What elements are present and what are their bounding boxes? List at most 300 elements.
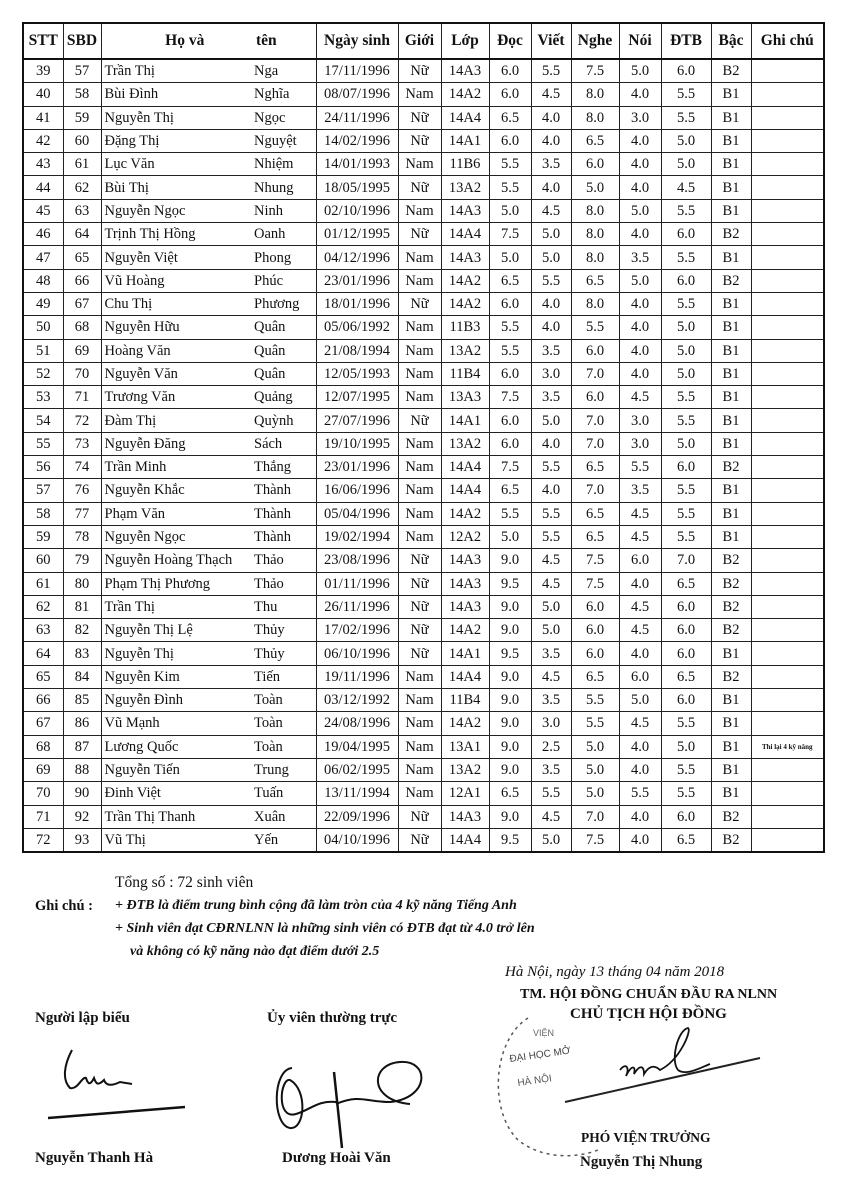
cell-ten: Quân (248, 316, 316, 339)
chair-signature-icon (560, 1020, 820, 1110)
cell-dtb: 6.5 (661, 665, 711, 688)
cell-noi: 4.5 (619, 595, 661, 618)
cell-gioi: Nữ (398, 176, 441, 199)
cell-ho: Đặng Thị (101, 129, 248, 152)
cell-bac: B2 (711, 269, 751, 292)
cell-gioi: Nam (398, 199, 441, 222)
table-row (23, 479, 824, 502)
cell-nghe: 6.0 (571, 339, 619, 362)
date-line: Hà Nội, ngày 13 tháng 04 năm 2018 (505, 964, 725, 980)
cell-bac: B1 (711, 339, 751, 362)
cell-bac: B2 (711, 456, 751, 479)
cell-doc: 6.0 (489, 59, 531, 83)
cell-ngay-sinh: 04/10/1996 (316, 828, 398, 852)
cell-bac: B1 (711, 712, 751, 735)
cell-bac: B1 (711, 362, 751, 385)
cell-ngay-sinh: 08/07/1996 (316, 83, 398, 106)
cell-dtb: 5.0 (661, 153, 711, 176)
cell-noi: 4.0 (619, 129, 661, 152)
cell-viet: 4.0 (531, 316, 571, 339)
cell-ten: Trung (248, 758, 316, 781)
cell-nghe: 8.0 (571, 106, 619, 129)
table-row (23, 805, 824, 828)
cell-ho: Hoàng Văn (101, 339, 248, 362)
cell-nghe: 6.0 (571, 153, 619, 176)
cell-ngay-sinh: 03/12/1992 (316, 689, 398, 712)
cell-bac: B1 (711, 176, 751, 199)
cell-nghe: 6.5 (571, 525, 619, 548)
cell-viet: 4.0 (531, 479, 571, 502)
chair-org: TM. HỘI ĐỒNG CHUẨN ĐẦU RA NLNN (520, 987, 778, 1002)
cell-lop: 14A4 (441, 456, 489, 479)
cell-sbd: 77 (63, 502, 101, 525)
cell-stt: 48 (23, 269, 63, 292)
cell-noi: 4.0 (619, 83, 661, 106)
cell-nghe: 6.0 (571, 386, 619, 409)
cell-ghi-chu (751, 106, 824, 129)
cell-stt: 43 (23, 153, 63, 176)
cell-ngay-sinh: 23/01/1996 (316, 456, 398, 479)
cell-ten: Quỳnh (248, 409, 316, 432)
note-line-3: và không có kỹ năng nào đạt điểm dưới 2.5 (130, 944, 380, 959)
cell-dtb: 6.5 (661, 572, 711, 595)
table-row (23, 199, 824, 222)
cell-sbd: 93 (63, 828, 101, 852)
cell-viet: 4.0 (531, 432, 571, 455)
cell-sbd: 60 (63, 129, 101, 152)
cell-viet: 5.0 (531, 828, 571, 852)
cell-stt: 64 (23, 642, 63, 665)
cell-nghe: 5.5 (571, 689, 619, 712)
cell-lop: 14A4 (441, 223, 489, 246)
cell-sbd: 80 (63, 572, 101, 595)
cell-ho: Nguyễn Đăng (101, 432, 248, 455)
cell-noi: 4.0 (619, 758, 661, 781)
cell-lop: 14A1 (441, 642, 489, 665)
cell-dtb: 6.0 (661, 59, 711, 83)
cell-noi: 4.5 (619, 712, 661, 735)
cell-sbd: 70 (63, 362, 101, 385)
table-row (23, 735, 824, 758)
cell-ten: Nga (248, 59, 316, 83)
cell-ho: Đinh Việt (101, 782, 248, 805)
cell-viet: 5.5 (531, 502, 571, 525)
cell-ghi-chu (751, 176, 824, 199)
cell-gioi: Nam (398, 316, 441, 339)
cell-lop: 13A2 (441, 176, 489, 199)
chair-name: Nguyễn Thị Nhung (580, 1154, 703, 1170)
cell-gioi: Nam (398, 432, 441, 455)
cell-stt: 65 (23, 665, 63, 688)
cell-stt: 42 (23, 129, 63, 152)
cell-viet: 4.0 (531, 292, 571, 315)
cell-lop: 14A3 (441, 595, 489, 618)
cell-doc: 5.0 (489, 199, 531, 222)
cell-ho: Nguyễn Tiến (101, 758, 248, 781)
cell-dtb: 5.5 (661, 386, 711, 409)
cell-nghe: 8.0 (571, 199, 619, 222)
member-signature-icon (270, 1050, 440, 1150)
cell-stt: 52 (23, 362, 63, 385)
table-row (23, 339, 824, 362)
cell-ho: Nguyễn Văn (101, 362, 248, 385)
cell-gioi: Nam (398, 525, 441, 548)
cell-ten: Thủy (248, 642, 316, 665)
cell-ho: Chu Thị (101, 292, 248, 315)
cell-viet: 3.5 (531, 153, 571, 176)
cell-ngay-sinh: 12/05/1993 (316, 362, 398, 385)
cell-ten: Quảng (248, 386, 316, 409)
cell-doc: 6.5 (489, 479, 531, 502)
cell-ten: Phương (248, 292, 316, 315)
cell-doc: 9.0 (489, 712, 531, 735)
cell-doc: 6.5 (489, 269, 531, 292)
cell-ngay-sinh: 23/08/1996 (316, 549, 398, 572)
cell-doc: 7.5 (489, 386, 531, 409)
cell-lop: 14A2 (441, 619, 489, 642)
preparer-title: Người lập biểu (35, 1010, 130, 1026)
cell-ho: Vũ Hoàng (101, 269, 248, 292)
cell-bac: B2 (711, 805, 751, 828)
cell-ho: Nguyễn Thị Lệ (101, 619, 248, 642)
cell-bac: B1 (711, 782, 751, 805)
cell-dtb: 5.5 (661, 758, 711, 781)
cell-noi: 6.0 (619, 665, 661, 688)
cell-ghi-chu (751, 269, 824, 292)
cell-gioi: Nam (398, 758, 441, 781)
cell-ngay-sinh: 19/11/1996 (316, 665, 398, 688)
header-viet: Viết (531, 23, 571, 59)
cell-bac: B2 (711, 595, 751, 618)
header-sbd: SBD (63, 23, 101, 59)
notes-label: Ghi chú : (35, 898, 94, 914)
cell-ten: Quân (248, 339, 316, 362)
cell-noi: 5.5 (619, 456, 661, 479)
cell-gioi: Nữ (398, 619, 441, 642)
cell-viet: 4.5 (531, 549, 571, 572)
cell-stt: 55 (23, 432, 63, 455)
header-bac: Bậc (711, 23, 751, 59)
cell-ngay-sinh: 16/06/1996 (316, 479, 398, 502)
cell-nghe: 5.0 (571, 782, 619, 805)
cell-sbd: 59 (63, 106, 101, 129)
cell-viet: 5.0 (531, 619, 571, 642)
header-ngay-sinh: Ngày sinh (316, 23, 398, 59)
cell-dtb: 6.0 (661, 689, 711, 712)
table-row (23, 502, 824, 525)
cell-ngay-sinh: 05/06/1992 (316, 316, 398, 339)
cell-ghi-chu (751, 223, 824, 246)
cell-stt: 59 (23, 525, 63, 548)
cell-ten: Thảo (248, 549, 316, 572)
cell-ghi-chu (751, 665, 824, 688)
cell-noi: 5.5 (619, 782, 661, 805)
cell-viet: 5.0 (531, 595, 571, 618)
table-row (23, 129, 824, 152)
cell-noi: 4.0 (619, 339, 661, 362)
cell-noi: 4.5 (619, 525, 661, 548)
cell-ho: Nguyễn Ngọc (101, 199, 248, 222)
cell-ho: Vũ Thị (101, 828, 248, 852)
cell-viet: 5.5 (531, 59, 571, 83)
cell-noi: 5.0 (619, 59, 661, 83)
header-dtb: ĐTB (661, 23, 711, 59)
table-row (23, 595, 824, 618)
cell-sbd: 68 (63, 316, 101, 339)
cell-doc: 9.0 (489, 758, 531, 781)
cell-bac: B1 (711, 292, 751, 315)
cell-nghe: 7.5 (571, 549, 619, 572)
cell-gioi: Nam (398, 689, 441, 712)
cell-doc: 9.5 (489, 572, 531, 595)
cell-viet: 4.5 (531, 805, 571, 828)
cell-sbd: 83 (63, 642, 101, 665)
table-row (23, 619, 824, 642)
cell-ghi-chu (751, 642, 824, 665)
cell-stt: 67 (23, 712, 63, 735)
cell-ghi-chu (751, 758, 824, 781)
cell-bac: B1 (711, 199, 751, 222)
cell-gioi: Nữ (398, 642, 441, 665)
cell-doc: 6.0 (489, 83, 531, 106)
cell-viet: 5.5 (531, 525, 571, 548)
cell-stt: 45 (23, 199, 63, 222)
cell-ten: Thảo (248, 572, 316, 595)
cell-ngay-sinh: 05/04/1996 (316, 502, 398, 525)
cell-lop: 14A2 (441, 83, 489, 106)
cell-doc: 9.0 (489, 735, 531, 758)
cell-dtb: 5.5 (661, 106, 711, 129)
cell-ghi-chu (751, 619, 824, 642)
cell-dtb: 5.0 (661, 432, 711, 455)
header-ghi-chu: Ghi chú (751, 23, 824, 59)
cell-bac: B1 (711, 642, 751, 665)
cell-doc: 6.5 (489, 106, 531, 129)
cell-sbd: 81 (63, 595, 101, 618)
total-count: Tổng số : 72 sinh viên (115, 874, 254, 891)
cell-doc: 9.0 (489, 689, 531, 712)
cell-ten: Thắng (248, 456, 316, 479)
cell-sbd: 67 (63, 292, 101, 315)
cell-ghi-chu (751, 805, 824, 828)
cell-gioi: Nam (398, 386, 441, 409)
cell-lop: 13A1 (441, 735, 489, 758)
cell-gioi: Nam (398, 153, 441, 176)
cell-nghe: 6.0 (571, 619, 619, 642)
cell-sbd: 66 (63, 269, 101, 292)
table-row (23, 456, 824, 479)
cell-stt: 39 (23, 59, 63, 83)
cell-bac: B2 (711, 665, 751, 688)
header-gioi: Giới (398, 23, 441, 59)
cell-doc: 9.0 (489, 805, 531, 828)
cell-ten: Thu (248, 595, 316, 618)
cell-stt: 66 (23, 689, 63, 712)
table-row (23, 223, 824, 246)
header-lop: Lớp (441, 23, 489, 59)
cell-doc: 9.0 (489, 619, 531, 642)
cell-noi: 4.0 (619, 176, 661, 199)
cell-dtb: 7.0 (661, 549, 711, 572)
cell-ngay-sinh: 19/02/1994 (316, 525, 398, 548)
cell-stt: 70 (23, 782, 63, 805)
cell-lop: 13A2 (441, 339, 489, 362)
cell-lop: 14A2 (441, 292, 489, 315)
cell-ten: Quân (248, 362, 316, 385)
cell-ho: Bùi Thị (101, 176, 248, 199)
cell-ho: Trần Thị (101, 59, 248, 83)
chair-position: PHÓ VIỆN TRƯỞNG (581, 1130, 711, 1145)
cell-sbd: 90 (63, 782, 101, 805)
cell-ngay-sinh: 12/07/1995 (316, 386, 398, 409)
cell-gioi: Nữ (398, 106, 441, 129)
cell-ngay-sinh: 24/11/1996 (316, 106, 398, 129)
cell-lop: 14A3 (441, 572, 489, 595)
cell-ghi-chu (751, 572, 824, 595)
cell-gioi: Nam (398, 246, 441, 269)
cell-stt: 51 (23, 339, 63, 362)
table-row (23, 572, 824, 595)
cell-ghi-chu (751, 59, 824, 83)
cell-ho: Trịnh Thị Hồng (101, 223, 248, 246)
cell-bac: B2 (711, 572, 751, 595)
cell-stt: 40 (23, 83, 63, 106)
table-body (23, 59, 824, 852)
cell-nghe: 6.5 (571, 665, 619, 688)
cell-ghi-chu (751, 689, 824, 712)
cell-ho: Vũ Mạnh (101, 712, 248, 735)
cell-lop: 11B4 (441, 362, 489, 385)
cell-ngay-sinh: 14/02/1996 (316, 129, 398, 152)
cell-nghe: 7.5 (571, 59, 619, 83)
cell-nghe: 6.5 (571, 456, 619, 479)
cell-ngay-sinh: 18/05/1995 (316, 176, 398, 199)
cell-doc: 6.0 (489, 362, 531, 385)
cell-viet: 4.0 (531, 176, 571, 199)
cell-nghe: 7.5 (571, 572, 619, 595)
cell-ghi-chu (751, 479, 824, 502)
cell-nghe: 7.0 (571, 432, 619, 455)
table-row (23, 386, 824, 409)
cell-noi: 4.0 (619, 642, 661, 665)
cell-sbd: 72 (63, 409, 101, 432)
cell-noi: 5.0 (619, 269, 661, 292)
cell-gioi: Nam (398, 665, 441, 688)
cell-noi: 4.0 (619, 362, 661, 385)
cell-lop: 13A2 (441, 758, 489, 781)
cell-dtb: 5.5 (661, 525, 711, 548)
cell-dtb: 5.5 (661, 199, 711, 222)
table-row (23, 409, 824, 432)
cell-ho: Nguyễn Thị (101, 642, 248, 665)
cell-stt: 60 (23, 549, 63, 572)
cell-lop: 14A3 (441, 246, 489, 269)
cell-ngay-sinh: 02/10/1996 (316, 199, 398, 222)
cell-nghe: 5.5 (571, 712, 619, 735)
cell-ngay-sinh: 19/10/1995 (316, 432, 398, 455)
cell-doc: 6.0 (489, 129, 531, 152)
cell-ten: Nhung (248, 176, 316, 199)
cell-noi: 4.0 (619, 572, 661, 595)
cell-ho: Nguyễn Thị (101, 106, 248, 129)
table-row (23, 828, 824, 852)
cell-doc: 5.5 (489, 176, 531, 199)
cell-gioi: Nữ (398, 292, 441, 315)
cell-sbd: 63 (63, 199, 101, 222)
cell-lop: 14A1 (441, 409, 489, 432)
table-row (23, 758, 824, 781)
cell-ho: Nguyễn Ngọc (101, 525, 248, 548)
cell-gioi: Nữ (398, 129, 441, 152)
cell-ghi-chu (751, 432, 824, 455)
cell-lop: 14A4 (441, 665, 489, 688)
cell-ghi-chu (751, 502, 824, 525)
cell-lop: 14A2 (441, 502, 489, 525)
cell-dtb: 5.0 (661, 339, 711, 362)
cell-stt: 50 (23, 316, 63, 339)
cell-stt: 69 (23, 758, 63, 781)
cell-doc: 5.5 (489, 502, 531, 525)
cell-doc: 7.5 (489, 456, 531, 479)
cell-sbd: 61 (63, 153, 101, 176)
preparer-name: Nguyễn Thanh Hà (35, 1150, 154, 1166)
cell-stt: 41 (23, 106, 63, 129)
cell-ghi-chu (751, 595, 824, 618)
cell-stt: 46 (23, 223, 63, 246)
cell-lop: 14A4 (441, 479, 489, 502)
header-doc: Đọc (489, 23, 531, 59)
cell-gioi: Nữ (398, 805, 441, 828)
cell-dtb: 5.5 (661, 409, 711, 432)
cell-ghi-chu: Thi lại 4 kỹ năng (751, 735, 824, 758)
cell-dtb: 5.0 (661, 362, 711, 385)
table-row (23, 292, 824, 315)
cell-ho: Nguyễn Khắc (101, 479, 248, 502)
cell-ten: Tiến (248, 665, 316, 688)
cell-lop: 14A3 (441, 549, 489, 572)
cell-gioi: Nam (398, 339, 441, 362)
cell-ten: Tuấn (248, 782, 316, 805)
cell-viet: 2.5 (531, 735, 571, 758)
cell-ho: Nguyễn Việt (101, 246, 248, 269)
cell-sbd: 92 (63, 805, 101, 828)
cell-noi: 3.0 (619, 106, 661, 129)
cell-ghi-chu (751, 153, 824, 176)
cell-bac: B1 (711, 758, 751, 781)
cell-noi: 4.0 (619, 805, 661, 828)
cell-ghi-chu (751, 129, 824, 152)
cell-sbd: 57 (63, 59, 101, 83)
cell-lop: 14A1 (441, 129, 489, 152)
cell-gioi: Nữ (398, 223, 441, 246)
cell-sbd: 69 (63, 339, 101, 362)
cell-doc: 9.5 (489, 828, 531, 852)
cell-doc: 6.0 (489, 409, 531, 432)
cell-nghe: 8.0 (571, 292, 619, 315)
cell-viet: 3.5 (531, 386, 571, 409)
cell-ho: Bùi Đình (101, 83, 248, 106)
cell-lop: 14A3 (441, 59, 489, 83)
cell-ghi-chu (751, 83, 824, 106)
cell-stt: 49 (23, 292, 63, 315)
cell-dtb: 6.0 (661, 619, 711, 642)
cell-ngay-sinh: 01/12/1995 (316, 223, 398, 246)
cell-ho: Lục Văn (101, 153, 248, 176)
cell-bac: B2 (711, 223, 751, 246)
cell-dtb: 5.5 (661, 246, 711, 269)
cell-dtb: 5.5 (661, 83, 711, 106)
cell-noi: 3.0 (619, 432, 661, 455)
